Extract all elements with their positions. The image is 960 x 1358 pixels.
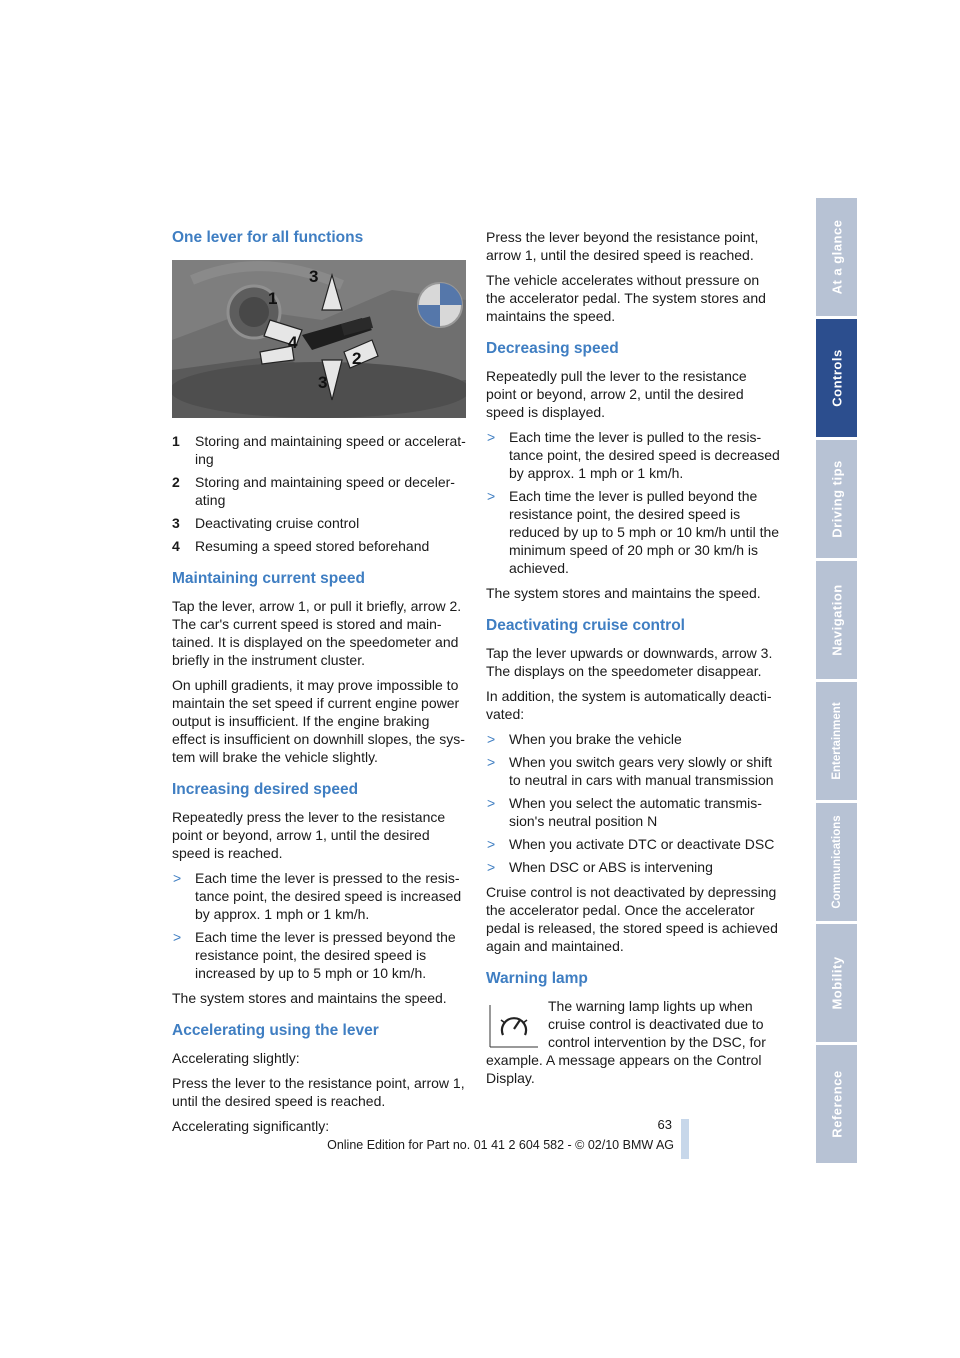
- heading-maintaining-speed: Maintaining current speed: [172, 570, 365, 587]
- paragraph: Repeatedly press the lever to the resistance point or beyond, arrow 1, until the desired speed is reached.: [172, 809, 446, 861]
- paragraph: The system stores and maintains the speed.: [172, 990, 447, 1006]
- tab-at-a-glance[interactable]: At a glance: [816, 198, 857, 316]
- paragraph: Tap the lever upwards or downwards, arrow 3. The displays on the speedometer disappear.: [486, 645, 773, 679]
- bullet-item: > Each time the lever is pulled to the resis-tance point, the desired speed is decreased by approx. 1 mph or 1 km/h.: [487, 429, 780, 481]
- footer-text: Online Edition for Part no. 01 41 2 604 582 - © 02/10 BMW AG: [327, 1138, 674, 1152]
- paragraph: On uphill gradients, it may prove impossible to maintain the set speed if current engine power output is insufficient. If the engine braking effect is insufficient on downhill slopes, the sys-tem will brake the vehicle slightly.: [172, 677, 465, 765]
- bullet-item: > Each time the lever is pressed to the resis-tance point, the desired speed is increased by approx. 1 mph or 1 km/h.: [173, 870, 462, 922]
- left-column: [172, 228, 466, 1142]
- bullet-item: > When you switch gears very slowly or shift to neutral in cars with manual transmission: [487, 754, 774, 788]
- figure-label-4: 4: [288, 333, 298, 352]
- tab-mobility[interactable]: Mobility: [816, 924, 857, 1042]
- bullet-list-increasing: [172, 869, 466, 982]
- heading-decreasing-speed: Decreasing speed: [486, 340, 619, 357]
- figure-legend: [172, 432, 466, 555]
- paragraph: Press the lever beyond the resistance point, arrow 1, until the desired speed is reached.: [486, 229, 759, 263]
- heading-one-lever: One lever for all functions: [172, 229, 364, 246]
- cruise-control-warning-icon: [486, 1001, 542, 1051]
- bullet-item: > When you brake the vehicle: [487, 731, 682, 747]
- bullet-item: > When you activate DTC or deactivate DSC: [487, 836, 775, 852]
- bullet-item: > Each time the lever is pressed beyond the resistance point, the desired speed is increased by up to 5 mph or 10 km/h.: [173, 929, 456, 981]
- page-number: 63: [657, 1117, 672, 1132]
- right-column: [486, 228, 780, 1094]
- tab-controls[interactable]: Controls: [816, 319, 857, 437]
- paragraph: Accelerating significantly:: [172, 1118, 330, 1134]
- paragraph: The system stores and maintains the speed.: [486, 585, 761, 601]
- figure-label-3-down: 3: [318, 373, 328, 392]
- paragraph: The warning lamp lights up when cruise control is deactivated due to control intervention by the DSC, for example. A message appears on the Control Display.: [486, 998, 766, 1086]
- paragraph: The vehicle accelerates without pressure on the accelerator pedal. The system stores and maintains the speed.: [486, 272, 766, 324]
- bullet-item: > Each time the lever is pulled beyond the resistance point, the desired speed is reduced by up to 5 mph or 10 km/h until the minimum speed of 20 mph or 30 km/h is achieved.: [487, 488, 780, 576]
- tab-entertainment[interactable]: Entertainment: [816, 682, 857, 800]
- bullet-item: > When you select the automatic transmis-sion's neutral position N: [487, 795, 762, 829]
- figure-label-3-up: 3: [309, 267, 319, 286]
- chapter-tabs: [816, 198, 857, 1166]
- tab-reference[interactable]: Reference: [816, 1045, 857, 1163]
- paragraph: Press the lever to the resistance point, arrow 1, until the desired speed is reached.: [172, 1075, 465, 1109]
- heading-increasing-speed: Increasing desired speed: [172, 781, 359, 798]
- page-marker: [681, 1119, 689, 1159]
- bullet-list-decreasing: [486, 428, 780, 577]
- legend-item: 2 Storing and maintaining speed or deceler-ating: [172, 474, 455, 508]
- figure-label-1: 1: [268, 289, 278, 308]
- paragraph: Cruise control is not deactivated by depressing the accelerator pedal. Once the accelerator pedal is released, the stored speed is achieved again and maintained.: [486, 884, 778, 954]
- bullet-item: > When DSC or ABS is intervening: [487, 859, 713, 875]
- warning-lamp-block: [486, 997, 780, 1087]
- heading-warning-lamp: Warning lamp: [486, 970, 588, 987]
- cruise-control-lever-figure: [172, 260, 466, 418]
- figure-label-2: 2: [352, 349, 362, 368]
- bullet-list-deactivating: [486, 730, 780, 876]
- tab-driving-tips[interactable]: Driving tips: [816, 440, 857, 558]
- heading-deactivating: Deactivating cruise control: [486, 617, 685, 634]
- legend-item: 1 Storing and maintaining speed or accelerat-ing: [172, 433, 466, 467]
- legend-item: 3 Deactivating cruise control: [172, 515, 360, 531]
- legend-item: 4 Resuming a speed stored beforehand: [172, 538, 430, 554]
- heading-accelerating: Accelerating using the lever: [172, 1022, 379, 1039]
- paragraph: Tap the lever, arrow 1, or pull it briefly, arrow 2. The car's current speed is stored and main-tained. It is displayed on the speedometer and briefly in the instrument cluster.: [172, 598, 462, 668]
- paragraph: Accelerating slightly:: [172, 1050, 300, 1066]
- tab-navigation[interactable]: Navigation: [816, 561, 857, 679]
- paragraph: Repeatedly pull the lever to the resistance point or beyond, arrow 2, until the desired speed is displayed.: [486, 368, 747, 420]
- paragraph: In addition, the system is automatically deacti-vated:: [486, 688, 772, 722]
- tab-communications[interactable]: Communications: [816, 803, 857, 921]
